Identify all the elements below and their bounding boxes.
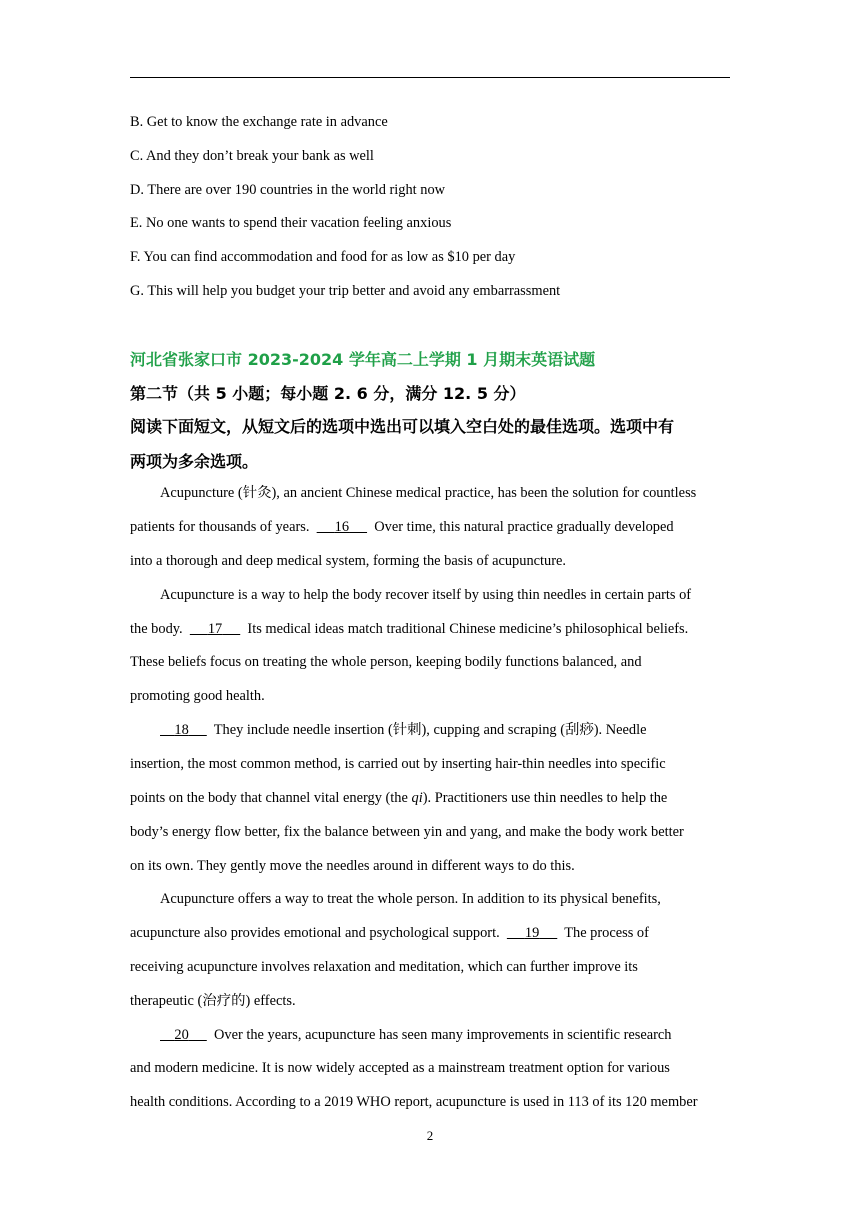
blank-19: 19 <box>524 925 540 941</box>
p5-line-1 <box>160 1025 672 1045</box>
exam-source-title: 河北省张家口市 2023-2024 学年高二上学期 1 月期末英语试题 <box>130 350 596 369</box>
p3-line-5: on its own. They gently move the needles around in different ways to do this. <box>130 858 575 874</box>
p2-line-3: These beliefs focus on treating the whole person, keeping bodily functions balanced, and <box>130 654 642 670</box>
p3-line-2: insertion, the most common method, is carried out by inserting hair-thin needles into specific <box>130 756 666 772</box>
instruction-line-1: 阅读下面短文，从短文后的选项中选出可以填入空白处的最佳选项。选项中有 <box>130 417 675 436</box>
p2-line-4: promoting good health. <box>130 688 265 704</box>
blank-18: 18 <box>174 722 189 738</box>
p4-line-4: therapeutic (治疗的) effects. <box>130 993 296 1009</box>
blank-17: 17 <box>207 621 223 637</box>
p1-line-3: into a thorough and deep medical system, forming the basis of acupuncture. <box>130 553 566 569</box>
p2-line-1: Acupuncture is a way to help the body recover itself by using thin needles in certain parts of <box>160 587 692 603</box>
p4-text-b: The process of <box>564 925 649 941</box>
p1-text-a: patients for thousands of years. <box>130 519 310 535</box>
p1-line-2 <box>130 517 674 537</box>
section-heading: 第二节（共 5 小题；每小题 2. 6 分，满分 12. 5 分） <box>130 384 526 403</box>
instruction-line-2: 两项为多余选项。 <box>130 452 259 471</box>
p5-text-a: Over the years, acupuncture has seen many improvements in scientific research <box>213 1027 672 1043</box>
p4-line-1: Acupuncture offers a way to treat the whole person. In addition to its physical benefits, <box>160 891 661 907</box>
p3-text-a: They include needle insertion (针刺), cupping and scraping (刮痧). Needle <box>213 722 647 738</box>
blank-16: 16 <box>334 519 350 535</box>
p1-text-b: Over time, this natural practice gradually developed <box>374 519 674 535</box>
option-g: G. This will help you budget your trip better and avoid any embarrassment <box>130 283 561 299</box>
p1-line-1: Acupuncture (针灸), an ancient Chinese medical practice, has been the solution for countless <box>160 485 697 501</box>
option-d: D. There are over 190 countries in the world right now <box>130 182 446 198</box>
p3-text-qi-post: ). Practitioners use thin needles to help the <box>422 790 668 806</box>
p2-text-a: the body. <box>130 621 183 637</box>
p4-line-2 <box>130 923 649 943</box>
p4-line-3: receiving acupuncture involves relaxation and meditation, which can further improve its <box>130 959 638 975</box>
option-f: F. You can find accommodation and food for as low as $10 per day <box>130 249 516 265</box>
p3-text-qi-pre: points on the body that channel vital energy (the <box>130 790 408 806</box>
blank-20: 20 <box>174 1027 189 1043</box>
p2-line-2 <box>130 619 688 639</box>
p4-text-a: acupuncture also provides emotional and psychological support. <box>130 925 500 941</box>
p3-line-3 <box>130 788 667 808</box>
p3-line-4: body’s energy flow better, fix the balance between yin and yang, and make the body work better <box>130 824 684 840</box>
p5-line-2: and modern medicine. It is now widely accepted as a mainstream treatment option for various <box>130 1060 670 1076</box>
qi-term: qi <box>411 790 423 806</box>
option-b: B. Get to know the exchange rate in advance <box>130 114 388 130</box>
p5-line-3: health conditions. According to a 2019 WHO report, acupuncture is used in 113 of its 120 member <box>130 1094 698 1110</box>
header-rule <box>130 77 730 78</box>
option-c: C. And they don’t break your bank as well <box>130 148 374 164</box>
page-number: 2 <box>426 1128 434 1143</box>
p3-line-1 <box>160 720 647 740</box>
p2-text-b: Its medical ideas match traditional Chinese medicine’s philosophical beliefs. <box>247 621 689 637</box>
option-e: E. No one wants to spend their vacation feeling anxious <box>130 215 452 231</box>
